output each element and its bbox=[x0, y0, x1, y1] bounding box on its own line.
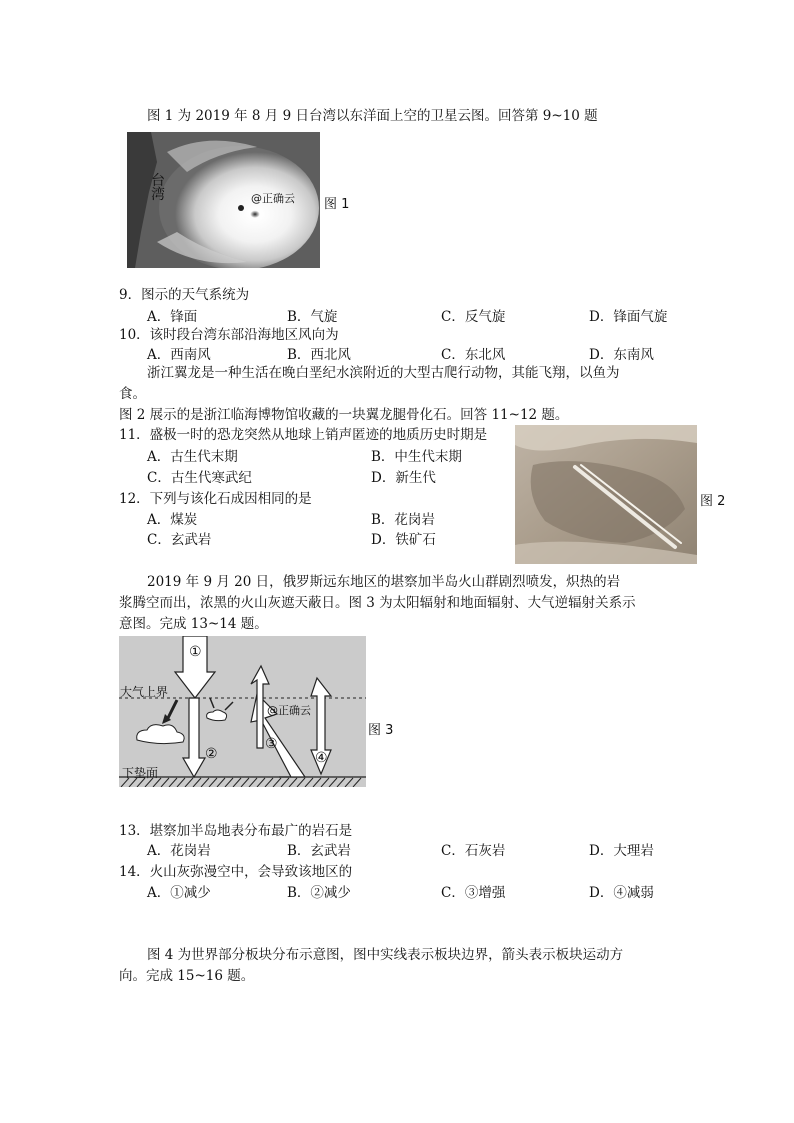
q11-option-b[interactable]: B．中生代末期 bbox=[371, 449, 462, 465]
intro-q15-16-line2: 向。完成 15~16 题。 bbox=[119, 968, 255, 984]
q12-option-d[interactable]: D．铁矿石 bbox=[371, 532, 436, 548]
question-12-stem: 12．下列与该化石成因相同的是 bbox=[119, 491, 312, 507]
q13-option-c[interactable]: C．石灰岩 bbox=[441, 843, 506, 859]
question-14-stem: 14．火山灰弥漫空中，会导致该地区的 bbox=[119, 864, 353, 880]
q10-option-c[interactable]: C．东北风 bbox=[441, 347, 506, 363]
label-4: ④ bbox=[315, 750, 328, 766]
q9-option-a[interactable]: A．锋面 bbox=[147, 309, 198, 325]
pterosaur-fossil-image bbox=[515, 425, 697, 564]
figure-2-label: 图 2 bbox=[700, 494, 726, 509]
satellite-cloud-image bbox=[127, 132, 320, 268]
intro-q13-14-line1: 2019 年 9 月 20 日，俄罗斯远东地区的堪察加半岛火山群剧烈喷发，炽热的岩 bbox=[147, 574, 621, 590]
intro-q13-14-line3: 意图。完成 13~14 题。 bbox=[119, 616, 268, 632]
figure-3-label: 图 3 bbox=[368, 723, 394, 738]
taiwan-label-1: 台 bbox=[151, 173, 165, 189]
atmosphere-top-label: 大气上界 bbox=[120, 685, 169, 699]
q12-option-b[interactable]: B．花岗岩 bbox=[371, 512, 435, 528]
intro-q13-14-line2: 浆腾空而出，浓黑的火山灰遮天蔽日。图 3 为太阳辐射和地面辐射、大气逆辐射关系示 bbox=[119, 595, 636, 611]
q14-option-d[interactable]: D．④减弱 bbox=[589, 885, 654, 901]
taiwan-label-2: 湾 bbox=[151, 187, 165, 203]
q9-option-c[interactable]: C．反气旋 bbox=[441, 309, 506, 325]
figure-1-label: 图 1 bbox=[324, 197, 350, 212]
intro-q11-12-line3: 图 2 展示的是浙江临海博物馆收藏的一块翼龙腿骨化石。回答 11~12 题。 bbox=[119, 407, 569, 423]
q10-option-a[interactable]: A．西南风 bbox=[147, 347, 211, 363]
q14-option-c[interactable]: C．③增强 bbox=[441, 885, 506, 901]
q10-option-d[interactable]: D．东南风 bbox=[589, 347, 654, 363]
question-9-stem: 9．图示的天气系统为 bbox=[119, 287, 250, 303]
label-3: ③ bbox=[265, 736, 278, 752]
q11-option-a[interactable]: A．古生代末期 bbox=[147, 449, 238, 465]
intro-q11-12-line2: 食。 bbox=[119, 386, 146, 402]
question-11-stem: 11．盛极一时的恐龙突然从地球上销声匿迹的地质历史时期是 bbox=[119, 427, 488, 443]
q14-option-b[interactable]: B．②减少 bbox=[287, 885, 351, 901]
q9-option-d[interactable]: D．锋面气旋 bbox=[589, 309, 668, 325]
intro-q11-12-line1: 浙江翼龙是一种生活在晚白垩纪水滨附近的大型古爬行动物，其能飞翔，以鱼为 bbox=[147, 365, 620, 381]
q13-option-d[interactable]: D．大理岩 bbox=[589, 843, 654, 859]
q12-option-a[interactable]: A．煤炭 bbox=[147, 512, 198, 528]
intro-q15-16-line1: 图 4 为世界部分板块分布示意图，图中实线表示板块边界，箭头表示板块运动方 bbox=[147, 947, 624, 963]
q14-option-a[interactable]: A．①减少 bbox=[147, 885, 211, 901]
q9-option-b[interactable]: B．气旋 bbox=[287, 309, 338, 325]
q13-option-b[interactable]: B．玄武岩 bbox=[287, 843, 351, 859]
watermark: @正确云 bbox=[251, 192, 295, 205]
radiation-diagram bbox=[119, 636, 366, 787]
question-10-stem: 10．该时段台湾东部沿海地区风向为 bbox=[119, 327, 339, 343]
intro-q9-10: 图 1 为 2019 年 8 月 9 日台湾以东洋面上空的卫星云图。回答第 9~10 题 bbox=[147, 108, 598, 124]
ground-surface-label: 下垫面 bbox=[122, 766, 159, 780]
q10-option-b[interactable]: B．西北风 bbox=[287, 347, 351, 363]
question-13-stem: 13．堪察加半岛地表分布最广的岩石是 bbox=[119, 823, 353, 839]
q12-option-c[interactable]: C．玄武岩 bbox=[147, 532, 212, 548]
q13-option-a[interactable]: A．花岗岩 bbox=[147, 843, 211, 859]
label-2: ② bbox=[205, 746, 218, 762]
watermark: @正确云 bbox=[267, 704, 311, 717]
q11-option-c[interactable]: C．古生代寒武纪 bbox=[147, 470, 252, 486]
q11-option-d[interactable]: D．新生代 bbox=[371, 470, 436, 486]
label-1: ① bbox=[189, 644, 202, 660]
